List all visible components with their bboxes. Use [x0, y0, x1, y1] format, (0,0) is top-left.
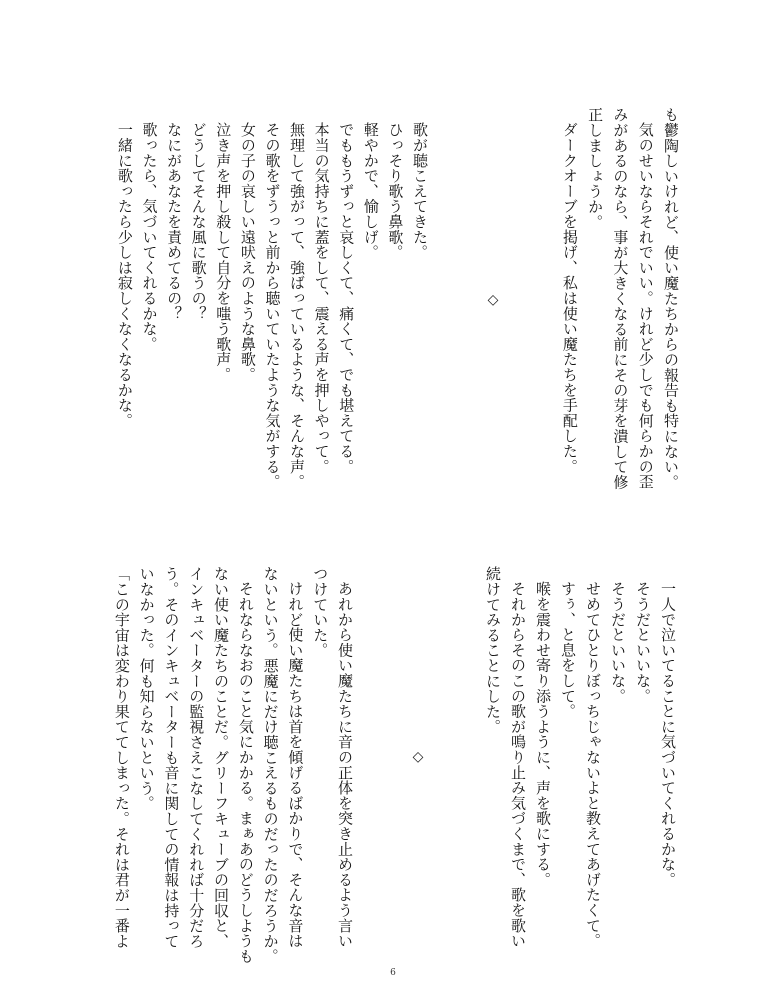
text-line: 歌ったら、気づいてくれるかな。: [140, 122, 159, 352]
text-line: どうしてそんな風に歌うの？: [189, 122, 208, 322]
text-block-top-left: [112, 107, 432, 490]
text-line: 泣き声を押し殺して自分を嗤う歌声。: [214, 122, 233, 383]
text-line: も鬱陶しいけれど、使い魔たちからの報告も特にない。: [662, 107, 680, 490]
text-line: そうだといいな。: [634, 581, 652, 704]
text-line: 一緒に歌ったら少しは寂しくなくなるかな。: [115, 122, 134, 429]
text-block-top-right: [557, 107, 683, 490]
text-line: ひっそり歌う鼻歌。: [386, 122, 405, 260]
text-line: いなかった。何も知らないという。: [137, 566, 156, 811]
text-line: 喉を震わせ寄り添うように、声を歌にする。: [534, 581, 552, 888]
text-line: う。そのインキュベーターも音に関しての情報は持って: [162, 566, 181, 949]
text-line: 一人で泣いてることに気づいてくれるかな。: [659, 581, 677, 888]
page-number: 6: [390, 968, 396, 978]
text-line: 正しましょうか。: [586, 107, 605, 230]
text-block-bottom-left: [109, 566, 357, 964]
text-line: せめてひとりぼっちじゃないよと教えてあげたくて。: [584, 581, 602, 949]
section-break-diamond: ◇: [487, 292, 499, 308]
section-break-diamond: ◇: [412, 749, 424, 765]
text-line: なにがあなたを責めてるの？: [165, 122, 184, 322]
text-line: ないという。悪魔にだけ聴こえるものだったのだろうか。: [261, 566, 280, 964]
text-line: ない使い魔たちのことだ。グリーフキューブの回収と、: [212, 566, 231, 949]
text-line: その歌をずうっと前から聴いていたような気がする。: [263, 122, 282, 490]
text-line: 本当の気持ちに蓋をして、震える声を押しやって。: [312, 122, 331, 475]
text-line: みがあるのなら、事が大きくなる前にその芽を潰して修: [611, 107, 630, 490]
text-line: そうだといいな。: [609, 581, 627, 704]
text-line: つけていた。: [311, 566, 330, 658]
text-block-bottom-right: [480, 566, 680, 949]
text-line: 「この宇宙は変わり果ててしまった。それは君が一番よ: [112, 566, 131, 949]
text-line: それならなおのこと気にかかる。まぁあのどうしようも: [236, 581, 255, 964]
text-line: けれど使い魔たちは首を傾げるばかりで、そんな音は: [286, 581, 305, 949]
text-line: ダークオーブを掲げ、私は使い魔たちを手配した。: [560, 122, 579, 475]
text-line: 軽やかで、愉しげ。: [361, 122, 380, 260]
text-line: インキュベーターの監視さえこなしてくれれば十分だろ: [187, 566, 206, 949]
text-line: 気のせいならそれでいい。けれど少しでも何らかの歪: [636, 122, 655, 490]
text-line: 無理して強がって、強ばっているような、そんな声。: [288, 122, 307, 490]
text-line: 続けてみることにした。: [484, 566, 502, 735]
text-line: すぅ、と息をして。: [559, 581, 577, 719]
text-line: それからそのこの歌が鳴り止み気づくまで、歌を歌い: [509, 581, 527, 949]
text-line: でももうずっと哀しくて、痛くて、でも堪えてる。: [337, 122, 356, 475]
text-line: 女の子の哀しい遠吠えのような鼻歌。: [238, 122, 257, 383]
text-line: あれから使い魔たちに音の正体を突き止めるよう言い: [336, 581, 354, 949]
text-line: 歌が聴こえてきた。: [411, 122, 429, 260]
